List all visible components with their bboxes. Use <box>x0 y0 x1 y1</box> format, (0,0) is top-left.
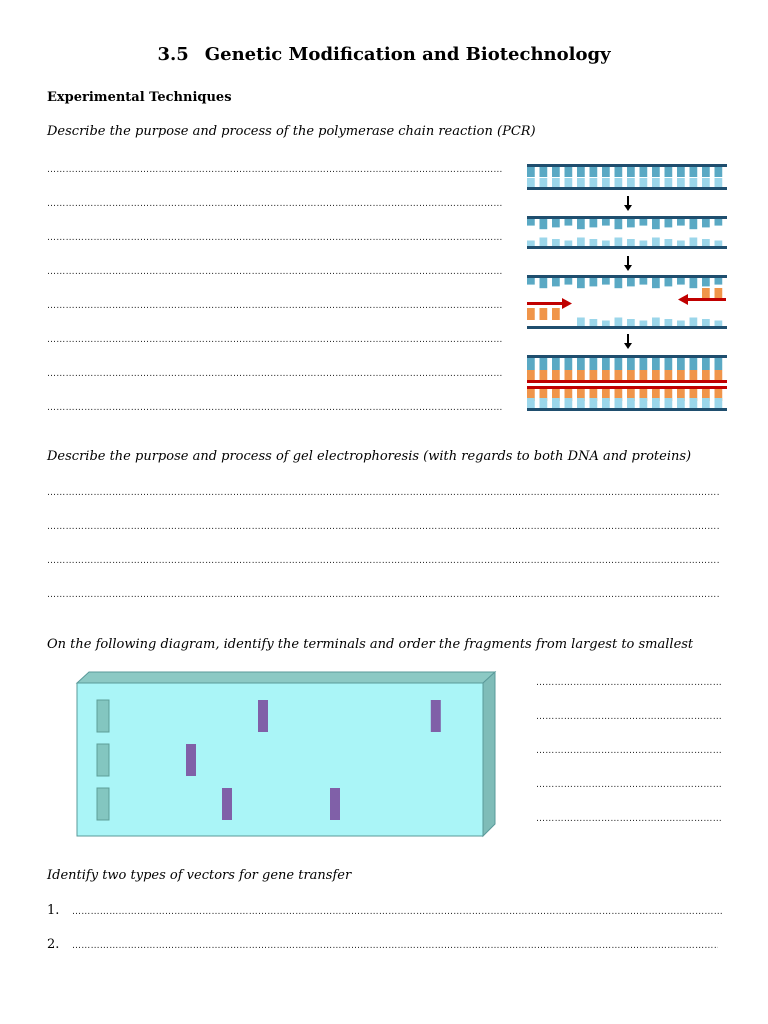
dna-base <box>665 239 673 246</box>
dna-base <box>540 178 548 187</box>
dna-base <box>577 238 585 247</box>
primer-arrow <box>562 298 572 309</box>
dna-base <box>702 178 710 187</box>
dna-base <box>552 358 560 370</box>
dna-base <box>615 167 623 177</box>
dna-band <box>186 744 196 776</box>
dna-base <box>602 398 610 408</box>
dna-base <box>677 167 685 177</box>
dna-base <box>552 167 560 177</box>
dna-base <box>677 358 685 370</box>
dna-base <box>540 219 548 229</box>
dna-base <box>602 219 610 226</box>
dna-base <box>552 278 560 286</box>
page-title <box>0 44 768 65</box>
dna-backbone <box>527 275 727 278</box>
dna-base <box>652 318 660 327</box>
dna-base <box>715 398 723 408</box>
dna-base <box>677 321 685 327</box>
dna-base <box>627 219 635 227</box>
dna-base <box>640 321 648 327</box>
dna-base <box>627 358 635 370</box>
dna-base <box>715 321 723 327</box>
dna-base <box>590 167 598 177</box>
dna-base <box>652 358 660 370</box>
answer-line[interactable] <box>72 940 718 952</box>
dna-base <box>690 318 698 327</box>
dna-backbone <box>527 216 727 219</box>
dna-band <box>431 700 441 732</box>
pcr-answer-lines[interactable] <box>47 164 502 414</box>
dna-base <box>527 219 535 226</box>
pcr-process-diagram <box>524 160 730 416</box>
dna-band <box>222 788 232 820</box>
dna-base <box>565 278 573 285</box>
dna-base <box>702 398 710 408</box>
dna-base <box>590 219 598 227</box>
question-diagram: On the following diagram, identify the terminals and order the fragments from largest to smallest <box>47 637 694 652</box>
dna-base <box>527 167 535 177</box>
dna-base <box>640 219 648 226</box>
dna-base <box>565 167 573 177</box>
dna-base <box>652 178 660 187</box>
dna-base <box>702 239 710 246</box>
gel-well <box>97 700 109 732</box>
dna-base <box>590 239 598 246</box>
dna-backbone <box>527 187 727 190</box>
dna-base <box>565 178 573 187</box>
dna-base <box>590 178 598 187</box>
dna-base <box>665 178 673 187</box>
dna-base <box>665 219 673 227</box>
dna-base <box>640 278 648 285</box>
dna-base <box>602 321 610 327</box>
dna-base <box>602 178 610 187</box>
new-strand <box>527 380 727 383</box>
dna-base <box>590 358 598 370</box>
dna-base <box>715 178 723 187</box>
dna-base <box>577 219 585 229</box>
dna-base <box>690 178 698 187</box>
dna-band <box>258 700 268 732</box>
title-text: Genetic Modification and Biotechnology <box>204 44 611 65</box>
dna-base <box>690 398 698 408</box>
dna-base <box>665 358 673 370</box>
dna-base <box>552 239 560 246</box>
dna-base <box>640 358 648 370</box>
dna-base <box>677 178 685 187</box>
dna-base <box>702 278 710 286</box>
dna-base <box>640 398 648 408</box>
dna-base <box>702 219 710 227</box>
dna-base <box>552 398 560 408</box>
answer-line[interactable] <box>72 906 722 918</box>
dna-backbone <box>527 408 727 411</box>
dna-base <box>527 308 535 320</box>
dna-backbone <box>527 164 727 167</box>
dna-base <box>715 278 723 285</box>
answer-line[interactable] <box>47 521 720 533</box>
dna-base <box>527 398 535 408</box>
dna-base <box>590 319 598 326</box>
dna-base <box>690 219 698 229</box>
answer-line[interactable] <box>47 232 502 244</box>
dna-base <box>652 219 660 229</box>
question-vectors: Identify two types of vectors for gene transfer <box>47 868 352 883</box>
dna-base <box>690 238 698 247</box>
section-number: 3.5 <box>157 44 189 65</box>
dna-base <box>665 319 673 326</box>
dna-base <box>527 241 535 247</box>
gel-front-face <box>77 683 483 836</box>
section-heading: Experimental Techniques <box>47 90 232 105</box>
dna-base <box>627 167 635 177</box>
dna-base <box>577 167 585 177</box>
answer-line[interactable] <box>47 266 502 278</box>
answer-line[interactable] <box>536 745 721 757</box>
dna-base <box>540 358 548 370</box>
gel-well <box>97 788 109 820</box>
dna-base <box>677 398 685 408</box>
answer-line[interactable] <box>47 334 502 346</box>
dna-base <box>690 358 698 370</box>
dna-base <box>627 319 635 326</box>
dna-base <box>527 358 535 370</box>
primer <box>686 298 726 301</box>
dna-base <box>665 167 673 177</box>
gel-electrophoresis-diagram <box>74 670 498 840</box>
vector-item-1-line[interactable] <box>72 906 722 918</box>
dna-base <box>577 398 585 408</box>
dna-base <box>640 241 648 247</box>
dna-base <box>677 278 685 285</box>
step-arrow-head <box>624 265 632 271</box>
diagram-answer-lines[interactable] <box>536 677 721 827</box>
dna-base <box>540 278 548 288</box>
dna-base <box>565 241 573 247</box>
dna-base <box>590 278 598 286</box>
dna-base <box>627 278 635 286</box>
answer-line[interactable] <box>47 198 502 210</box>
dna-base <box>690 278 698 288</box>
dna-base <box>677 219 685 226</box>
answer-line[interactable] <box>536 813 721 825</box>
dna-base <box>640 178 648 187</box>
step-arrow-head <box>624 343 632 349</box>
dna-base <box>665 278 673 286</box>
dna-base <box>590 398 598 408</box>
dna-base <box>527 278 535 285</box>
answer-line[interactable] <box>536 779 721 791</box>
dna-base <box>615 219 623 229</box>
dna-backbone <box>527 326 727 329</box>
dna-base <box>565 398 573 408</box>
dna-base <box>552 308 560 320</box>
dna-base <box>540 238 548 247</box>
dna-backbone <box>527 246 727 249</box>
dna-base <box>565 358 573 370</box>
dna-base <box>640 167 648 177</box>
gel-well <box>97 744 109 776</box>
dna-base <box>652 278 660 288</box>
dna-base <box>615 178 623 187</box>
primer-arrow <box>678 294 688 305</box>
dna-base <box>602 167 610 177</box>
answer-line[interactable] <box>47 589 720 601</box>
dna-backbone <box>527 355 727 358</box>
gel-top-face <box>77 672 495 683</box>
dna-base <box>577 178 585 187</box>
vector-item-1-number: 1. <box>47 903 60 918</box>
dna-base <box>602 241 610 247</box>
question-pcr: Describe the purpose and process of the polymerase chain reaction (PCR) <box>47 124 536 139</box>
dna-base <box>652 167 660 177</box>
primer <box>527 302 562 305</box>
dna-base <box>652 398 660 408</box>
gel-side-face <box>483 672 495 836</box>
dna-base <box>602 278 610 285</box>
dna-base <box>652 238 660 247</box>
dna-base <box>577 278 585 288</box>
dna-base <box>627 178 635 187</box>
question-gel: Describe the purpose and process of gel electrophoresis (with regards to both DNA and proteins) <box>47 449 692 464</box>
dna-base <box>627 239 635 246</box>
answer-line[interactable] <box>536 711 721 723</box>
answer-line[interactable] <box>536 677 721 689</box>
dna-base <box>602 358 610 370</box>
step-arrow-head <box>624 205 632 211</box>
dna-base <box>702 319 710 326</box>
dna-base <box>577 318 585 327</box>
dna-base <box>540 398 548 408</box>
answer-line[interactable] <box>47 300 502 312</box>
dna-base <box>577 358 585 370</box>
dna-base <box>540 167 548 177</box>
answer-line[interactable] <box>47 555 720 567</box>
dna-base <box>677 241 685 247</box>
dna-base <box>527 178 535 187</box>
dna-base <box>540 308 548 320</box>
answer-line[interactable] <box>47 368 502 380</box>
dna-base <box>702 358 710 370</box>
dna-base <box>690 167 698 177</box>
dna-base <box>615 238 623 247</box>
dna-band <box>330 788 340 820</box>
dna-base <box>715 241 723 247</box>
dna-base <box>615 318 623 327</box>
vector-item-2-line[interactable] <box>72 940 718 952</box>
answer-line[interactable] <box>47 402 502 414</box>
dna-base <box>715 167 723 177</box>
dna-base <box>552 178 560 187</box>
dna-base <box>715 219 723 226</box>
dna-base <box>615 398 623 408</box>
dna-base <box>615 358 623 370</box>
new-strand <box>527 386 727 389</box>
answer-line[interactable] <box>47 164 502 176</box>
dna-base <box>715 358 723 370</box>
answer-line[interactable] <box>47 487 720 499</box>
gel-answer-lines[interactable] <box>47 487 720 607</box>
dna-base <box>615 278 623 288</box>
dna-base <box>552 219 560 227</box>
dna-base <box>627 398 635 408</box>
dna-base <box>665 398 673 408</box>
dna-base <box>565 219 573 226</box>
vector-item-2-number: 2. <box>47 937 60 952</box>
dna-base <box>702 167 710 177</box>
